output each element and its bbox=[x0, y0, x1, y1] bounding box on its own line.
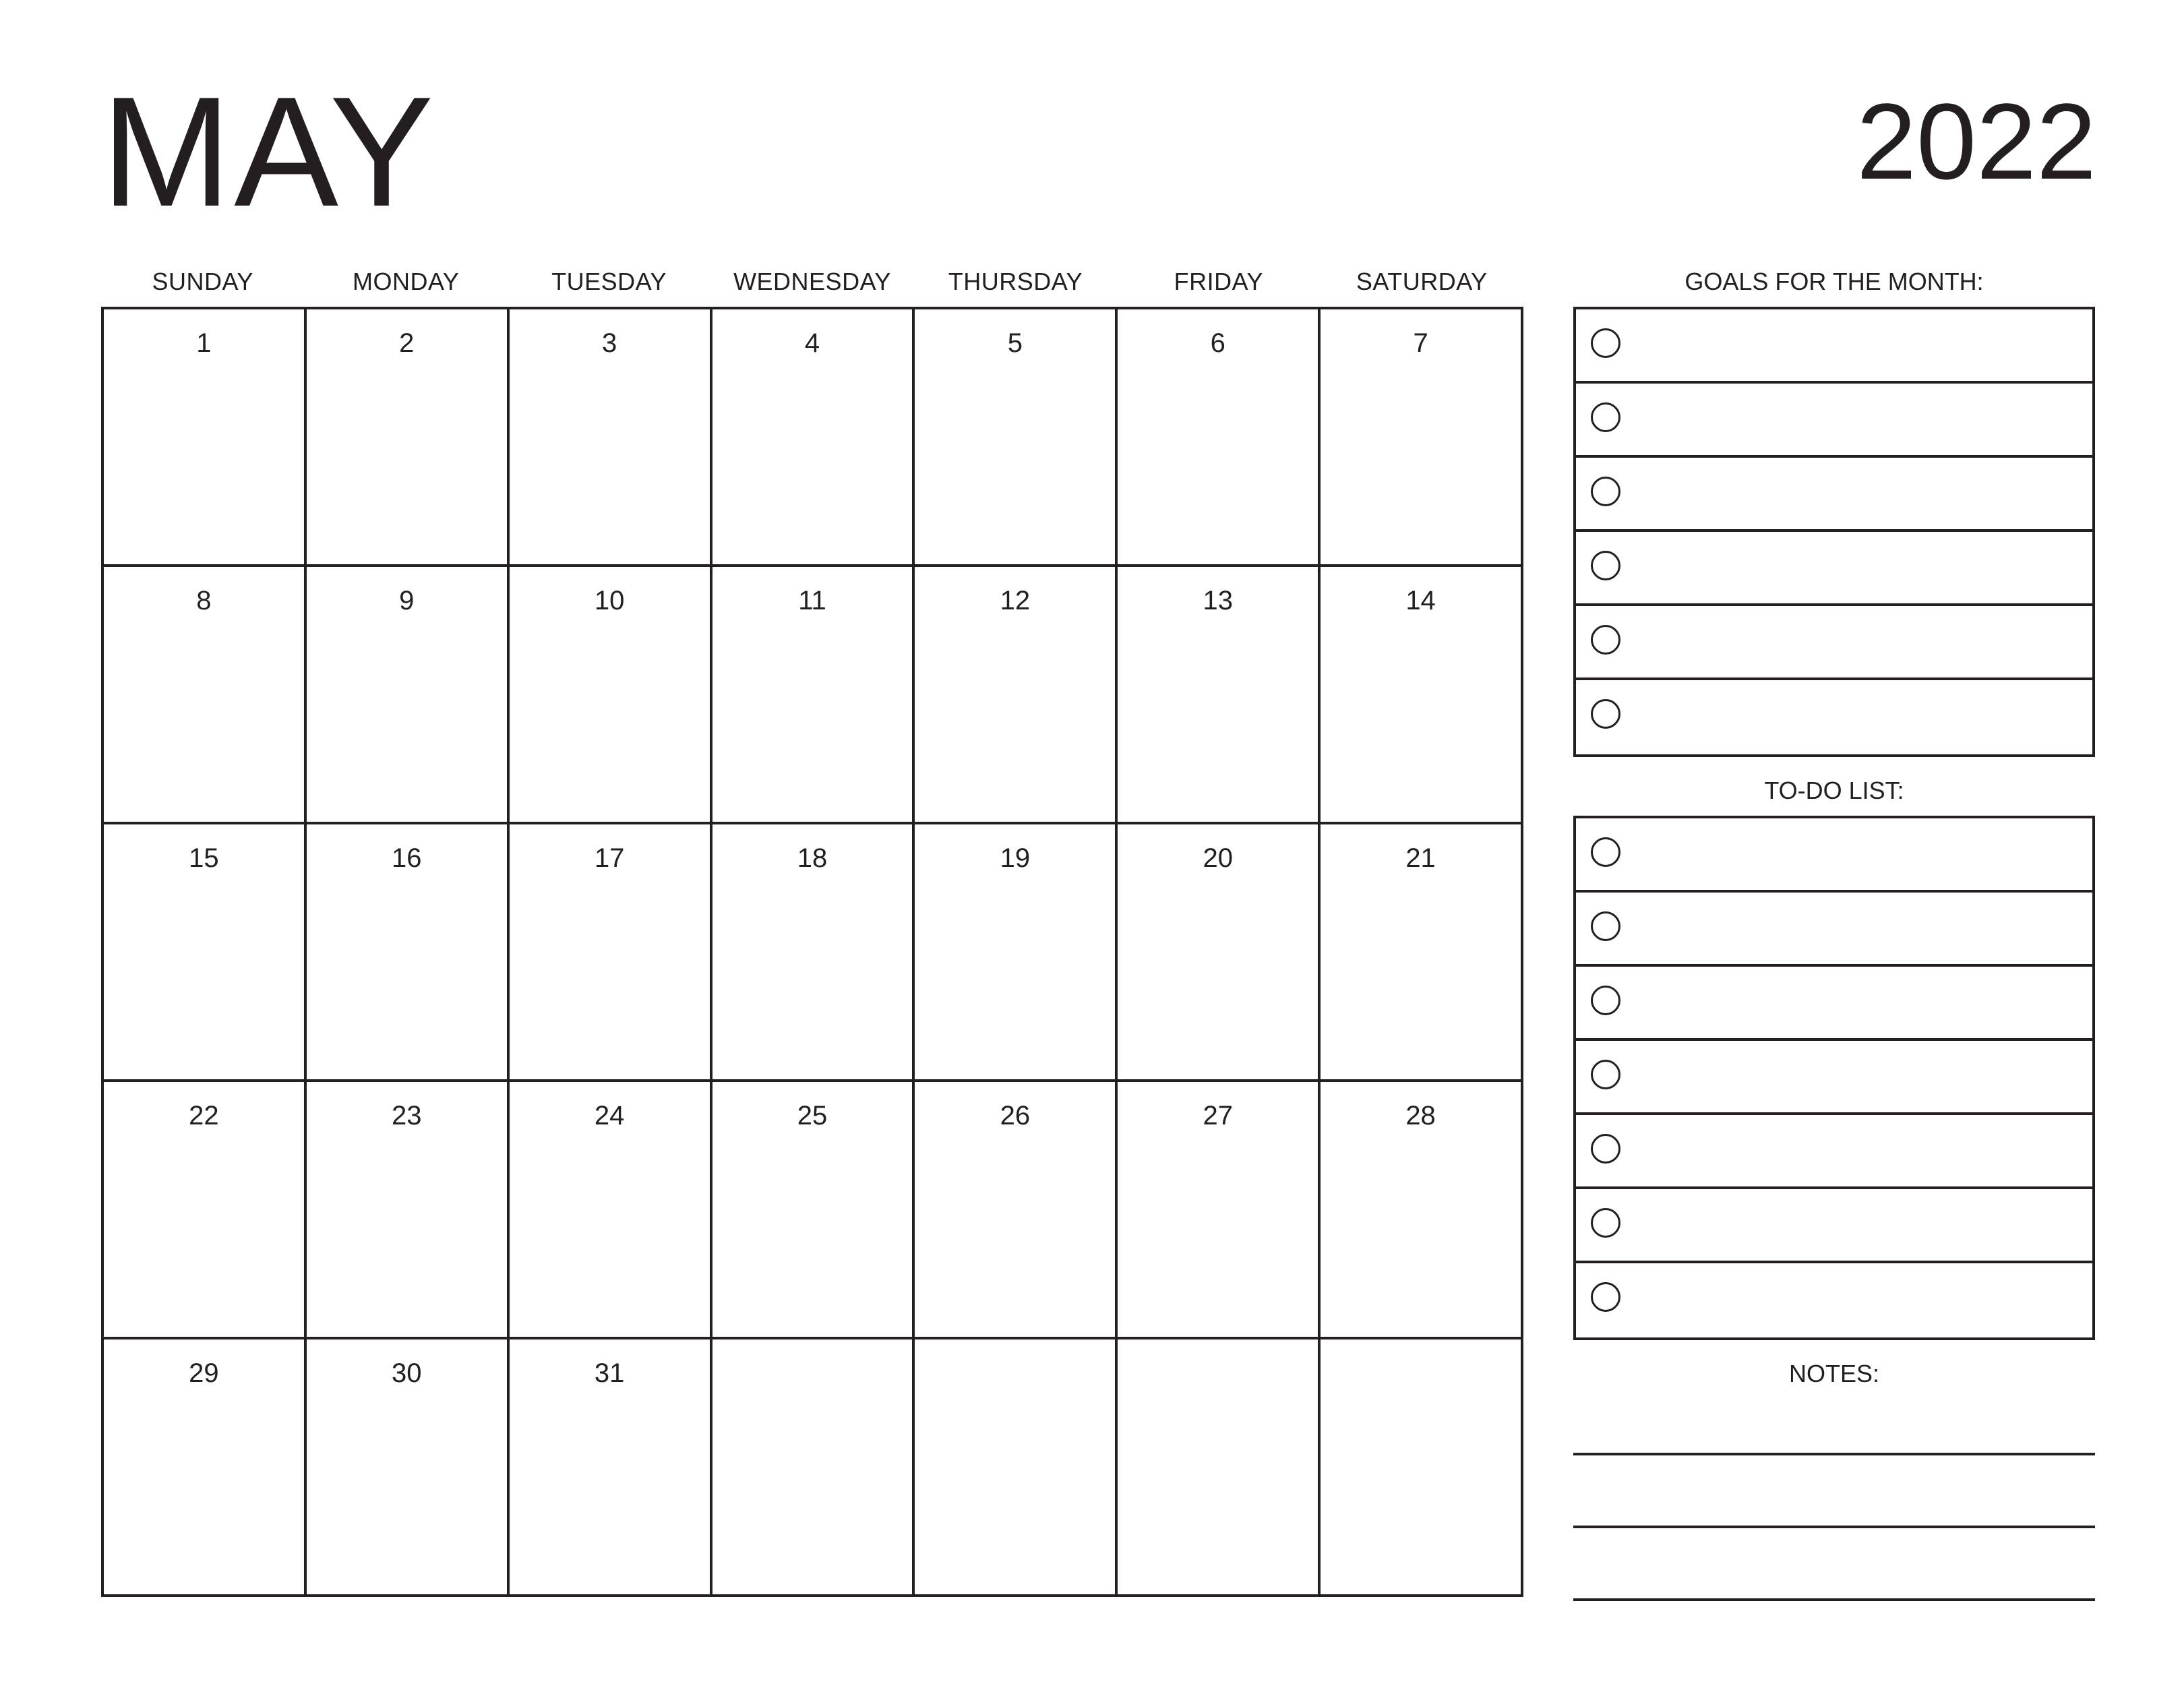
day-grid bbox=[101, 307, 1523, 1597]
notes-line[interactable] bbox=[1573, 1526, 2095, 1528]
weekday-friday: FRIDAY bbox=[1174, 267, 1264, 295]
checkbox-circle-icon[interactable] bbox=[1591, 1282, 1620, 1312]
day-cell[interactable] bbox=[712, 1082, 915, 1339]
weekday-tuesday: TUESDAY bbox=[551, 267, 667, 295]
day-cell[interactable] bbox=[915, 1339, 1118, 1597]
day-number: 3 bbox=[602, 328, 617, 358]
day-cell[interactable] bbox=[104, 1339, 307, 1597]
day-number: 31 bbox=[594, 1358, 625, 1388]
todo-row[interactable] bbox=[1576, 1263, 2092, 1337]
day-cell[interactable] bbox=[1321, 1082, 1523, 1339]
checkbox-circle-icon[interactable] bbox=[1591, 1208, 1620, 1238]
day-number: 1 bbox=[196, 328, 212, 358]
day-cell[interactable] bbox=[510, 567, 712, 824]
day-cell[interactable] bbox=[307, 824, 510, 1082]
day-number: 22 bbox=[189, 1101, 219, 1131]
checkbox-circle-icon[interactable] bbox=[1591, 1060, 1620, 1089]
day-cell[interactable] bbox=[307, 309, 510, 567]
day-cell[interactable] bbox=[915, 567, 1118, 824]
year-title: 2022 bbox=[1856, 81, 2096, 202]
day-cell[interactable] bbox=[307, 567, 510, 824]
checkbox-circle-icon[interactable] bbox=[1591, 986, 1620, 1015]
checkbox-circle-icon[interactable] bbox=[1591, 477, 1620, 506]
goals-heading: GOALS FOR THE MONTH: bbox=[1685, 268, 1984, 295]
todo-row[interactable] bbox=[1576, 1189, 2092, 1263]
sidebar bbox=[1573, 256, 2095, 1601]
weekday-monday: MONDAY bbox=[352, 267, 460, 295]
day-number: 11 bbox=[798, 586, 826, 615]
goal-row[interactable] bbox=[1576, 532, 2092, 606]
goal-row[interactable] bbox=[1576, 384, 2092, 458]
todo-row[interactable] bbox=[1576, 1115, 2092, 1189]
day-cell[interactable] bbox=[1118, 567, 1321, 824]
day-number: 6 bbox=[1210, 328, 1225, 358]
checkbox-circle-icon[interactable] bbox=[1591, 551, 1620, 580]
day-cell[interactable] bbox=[1118, 1339, 1321, 1597]
notes-area bbox=[1573, 1453, 2095, 1601]
checkbox-circle-icon[interactable] bbox=[1591, 837, 1620, 867]
day-cell[interactable] bbox=[104, 1082, 307, 1339]
goal-row[interactable] bbox=[1576, 309, 2092, 384]
day-number: 14 bbox=[1405, 586, 1436, 615]
day-number: 17 bbox=[594, 843, 625, 873]
todo-row[interactable] bbox=[1576, 1041, 2092, 1115]
weekday-sunday: SUNDAY bbox=[152, 267, 253, 295]
day-number: 24 bbox=[594, 1101, 625, 1131]
day-number: 18 bbox=[797, 843, 828, 873]
day-cell[interactable] bbox=[510, 824, 712, 1082]
notes-line[interactable] bbox=[1573, 1453, 2095, 1455]
day-number: 30 bbox=[392, 1358, 422, 1388]
checkbox-circle-icon[interactable] bbox=[1591, 402, 1620, 432]
day-cell[interactable] bbox=[712, 309, 915, 567]
weekday-thursday: THURSDAY bbox=[948, 267, 1083, 295]
day-cell[interactable] bbox=[307, 1082, 510, 1339]
goal-row[interactable] bbox=[1576, 680, 2092, 754]
day-number: 7 bbox=[1413, 328, 1428, 358]
day-cell[interactable] bbox=[1321, 309, 1523, 567]
notes-line[interactable] bbox=[1573, 1598, 2095, 1601]
weekday-wednesday: WEDNESDAY bbox=[733, 267, 891, 295]
day-cell[interactable] bbox=[915, 824, 1118, 1082]
checkbox-circle-icon[interactable] bbox=[1591, 328, 1620, 358]
weekday-header-row bbox=[101, 256, 1523, 307]
calendar bbox=[101, 256, 1523, 1597]
day-number: 12 bbox=[1000, 586, 1031, 615]
day-cell[interactable] bbox=[1321, 824, 1523, 1082]
checkbox-circle-icon[interactable] bbox=[1591, 625, 1620, 655]
notes-heading: NOTES: bbox=[1788, 1360, 1879, 1387]
checkbox-circle-icon[interactable] bbox=[1591, 1134, 1620, 1164]
day-number: 26 bbox=[1000, 1101, 1031, 1131]
day-cell[interactable] bbox=[1118, 1082, 1321, 1339]
checkbox-circle-icon[interactable] bbox=[1591, 911, 1620, 941]
goal-row[interactable] bbox=[1576, 606, 2092, 680]
day-number: 2 bbox=[399, 328, 415, 358]
day-number: 5 bbox=[1007, 328, 1023, 358]
day-number: 28 bbox=[1405, 1101, 1436, 1131]
todo-heading: TO-DO LIST: bbox=[1764, 777, 1904, 804]
day-cell[interactable] bbox=[1321, 1339, 1523, 1597]
day-number: 25 bbox=[797, 1101, 828, 1131]
day-number: 19 bbox=[1000, 843, 1031, 873]
day-cell[interactable] bbox=[1118, 824, 1321, 1082]
day-cell[interactable] bbox=[510, 1339, 712, 1597]
day-number: 20 bbox=[1203, 843, 1233, 873]
day-number: 10 bbox=[594, 586, 625, 615]
day-cell[interactable] bbox=[1321, 567, 1523, 824]
day-number: 9 bbox=[399, 586, 415, 615]
day-number: 27 bbox=[1203, 1101, 1233, 1131]
goal-row[interactable] bbox=[1576, 458, 2092, 532]
day-number: 8 bbox=[196, 586, 212, 615]
day-cell[interactable] bbox=[104, 567, 307, 824]
todo-row[interactable] bbox=[1576, 893, 2092, 967]
day-cell[interactable] bbox=[1118, 309, 1321, 567]
day-cell[interactable] bbox=[712, 1339, 915, 1597]
day-cell[interactable] bbox=[915, 1082, 1118, 1339]
day-cell[interactable] bbox=[307, 1339, 510, 1597]
day-number: 4 bbox=[804, 328, 820, 358]
day-cell[interactable] bbox=[712, 824, 915, 1082]
day-cell[interactable] bbox=[510, 309, 712, 567]
todo-row[interactable] bbox=[1576, 818, 2092, 893]
day-number: 21 bbox=[1405, 843, 1436, 873]
day-cell[interactable] bbox=[915, 309, 1118, 567]
weekday-saturday: SATURDAY bbox=[1356, 267, 1488, 295]
checkbox-circle-icon[interactable] bbox=[1591, 699, 1620, 729]
day-cell[interactable] bbox=[510, 1082, 712, 1339]
todo-row[interactable] bbox=[1576, 967, 2092, 1041]
day-number: 29 bbox=[189, 1358, 219, 1388]
todo-list bbox=[1573, 816, 2095, 1340]
day-number: 16 bbox=[392, 843, 422, 873]
day-number: 15 bbox=[189, 843, 219, 873]
goals-list bbox=[1573, 307, 2095, 757]
day-cell[interactable] bbox=[712, 567, 915, 824]
day-cell[interactable] bbox=[104, 824, 307, 1082]
day-number: 13 bbox=[1203, 586, 1233, 615]
month-title: MAY bbox=[101, 65, 437, 239]
day-cell[interactable] bbox=[104, 309, 307, 567]
day-number: 23 bbox=[392, 1101, 422, 1131]
